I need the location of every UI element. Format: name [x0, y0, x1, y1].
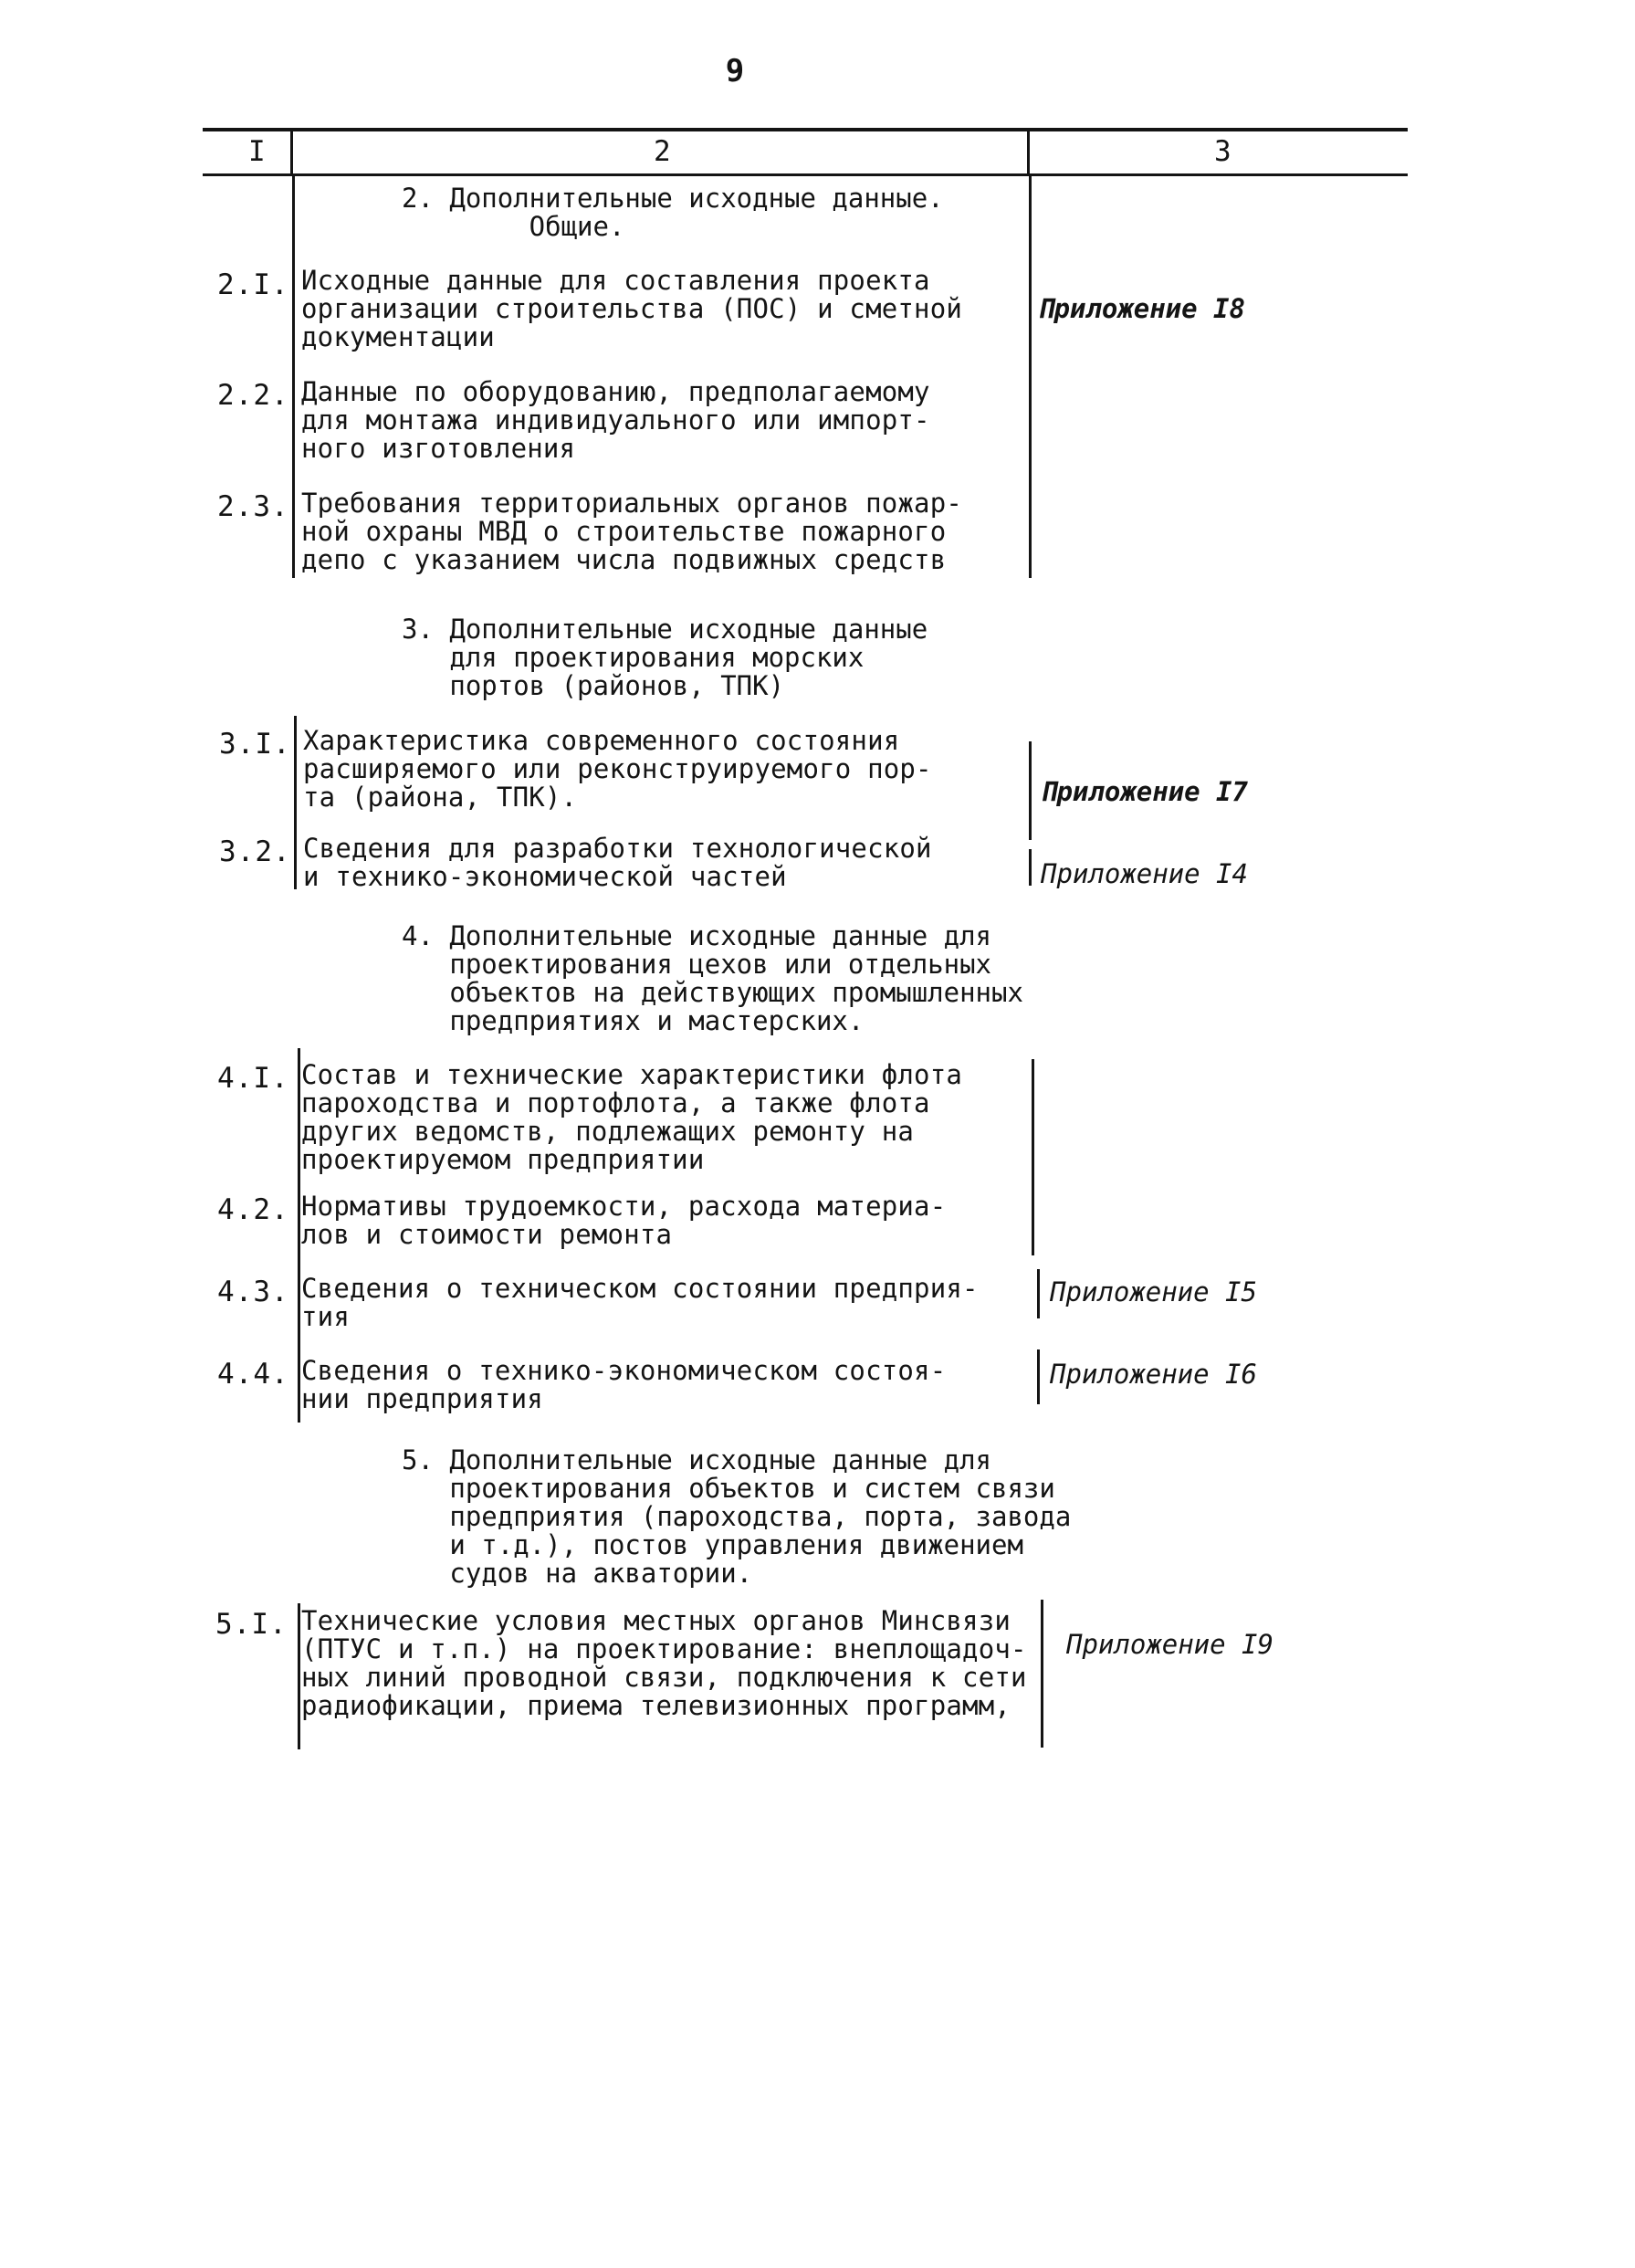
item-4-1-number: 4.I. — [217, 1062, 289, 1095]
item-4-4-text: Сведения о технико-экономическом состоя- нии предприятия — [301, 1355, 947, 1414]
item-4-3-ref: Приложение I5 — [1050, 1276, 1257, 1307]
item-4-3-number: 4.3. — [217, 1276, 289, 1308]
item-2-1-left-line — [292, 176, 295, 578]
item-5-1-ref-line — [1041, 1600, 1043, 1748]
header-top-rule — [203, 128, 1408, 131]
item-2-1-number: 2.I. — [217, 268, 289, 301]
section-3-title: 3. Дополнительные исходные данные для проектирования морских портов (районов, ТПК) — [402, 614, 928, 701]
item-5-1-number: 5.I. — [215, 1608, 288, 1641]
item-3-2-ref: Приложение I4 — [1041, 858, 1248, 889]
item-2-col3-divider — [1029, 176, 1032, 578]
item-4-3-text: Сведения о техническом состоянии предприя- тия — [301, 1273, 979, 1332]
column-header-3: 3 — [1214, 135, 1231, 168]
item-5-1-text: Технические условия местных органов Минсвязи (ПТУС и т.п.) на проектирование: внеплощадоч- ных линий проводной связи, подключения к сети радиофикации, приема телевизионных программ, — [301, 1605, 1027, 1721]
item-4-4-ref: Приложение I6 — [1050, 1359, 1257, 1390]
item-4-4-ref-line — [1037, 1349, 1040, 1404]
item-5-1-left-line — [298, 1603, 300, 1749]
section-4-title: 4. Дополнительные исходные данные для проектирования цехов или отдельных объектов на действующих промышленных предприятиях и мастерских. — [402, 920, 1023, 1036]
item-4-3-ref-line — [1037, 1269, 1040, 1318]
column-header-1: I — [248, 135, 266, 168]
item-3-1-ref-line — [1029, 741, 1032, 840]
item-4-2-text: Нормативы трудоемкости, расхода материа- лов и стоимости ремонта — [301, 1191, 947, 1250]
item-4-1-text: Состав и технические характеристики флота пароходства и портофлота, а также флота других ведомств, подлежащих ремонту на проектируемом предприятии — [301, 1059, 963, 1175]
item-2-3-number: 2.3. — [217, 490, 289, 523]
section-2-title: 2. Дополнительные исходные данные. Общие. — [402, 183, 944, 242]
item-3-2-ref-line — [1029, 849, 1032, 886]
item-4-1-right-line — [1032, 1059, 1034, 1255]
item-4-4-number: 4.4. — [217, 1358, 289, 1391]
item-3-2-number: 3.2. — [219, 835, 291, 868]
item-2-2-number: 2.2. — [217, 379, 289, 412]
item-2-2-text: Данные по оборудованию, предполагаемому для монтажа индивидуального или импорт- ного изготовления — [301, 376, 930, 464]
column-header-2: 2 — [654, 135, 671, 168]
item-3-1-ref: Приложение I7 — [1041, 776, 1248, 807]
item-3-1-text: Характеристика современного состояния расширяемого или реконструируемого пор- та (района, ТПК). — [303, 725, 932, 813]
item-5-1-ref: Приложение I9 — [1066, 1629, 1273, 1660]
item-2-3-text: Требования территориальных органов пожар- ной охраны МВД о строительстве пожарного депо с указанием числа подвижных средств — [301, 488, 963, 575]
item-2-1-ref: Приложение I8 — [1038, 293, 1245, 324]
section-5-title: 5. Дополнительные исходные данные для проектирования объектов и систем связи предприятия (пароходства, порта, завода и т.д.), постов управления движением судов на акватории. — [402, 1444, 1072, 1589]
item-3-left-line — [294, 716, 297, 889]
item-4-2-number: 4.2. — [217, 1193, 289, 1226]
item-3-2-text: Сведения для разработки технологической и технико-экономической частей — [303, 833, 932, 892]
item-4-left-line — [298, 1048, 300, 1423]
header-col-divider-1 — [290, 128, 293, 176]
item-3-1-number: 3.I. — [219, 728, 291, 761]
item-2-1-text: Исходные данные для составления проекта организации строительства (ПОС) и сметной документации — [301, 265, 963, 352]
page-number: 9 — [725, 53, 745, 89]
header-col-divider-2 — [1027, 128, 1030, 176]
header-bottom-rule — [203, 173, 1408, 176]
